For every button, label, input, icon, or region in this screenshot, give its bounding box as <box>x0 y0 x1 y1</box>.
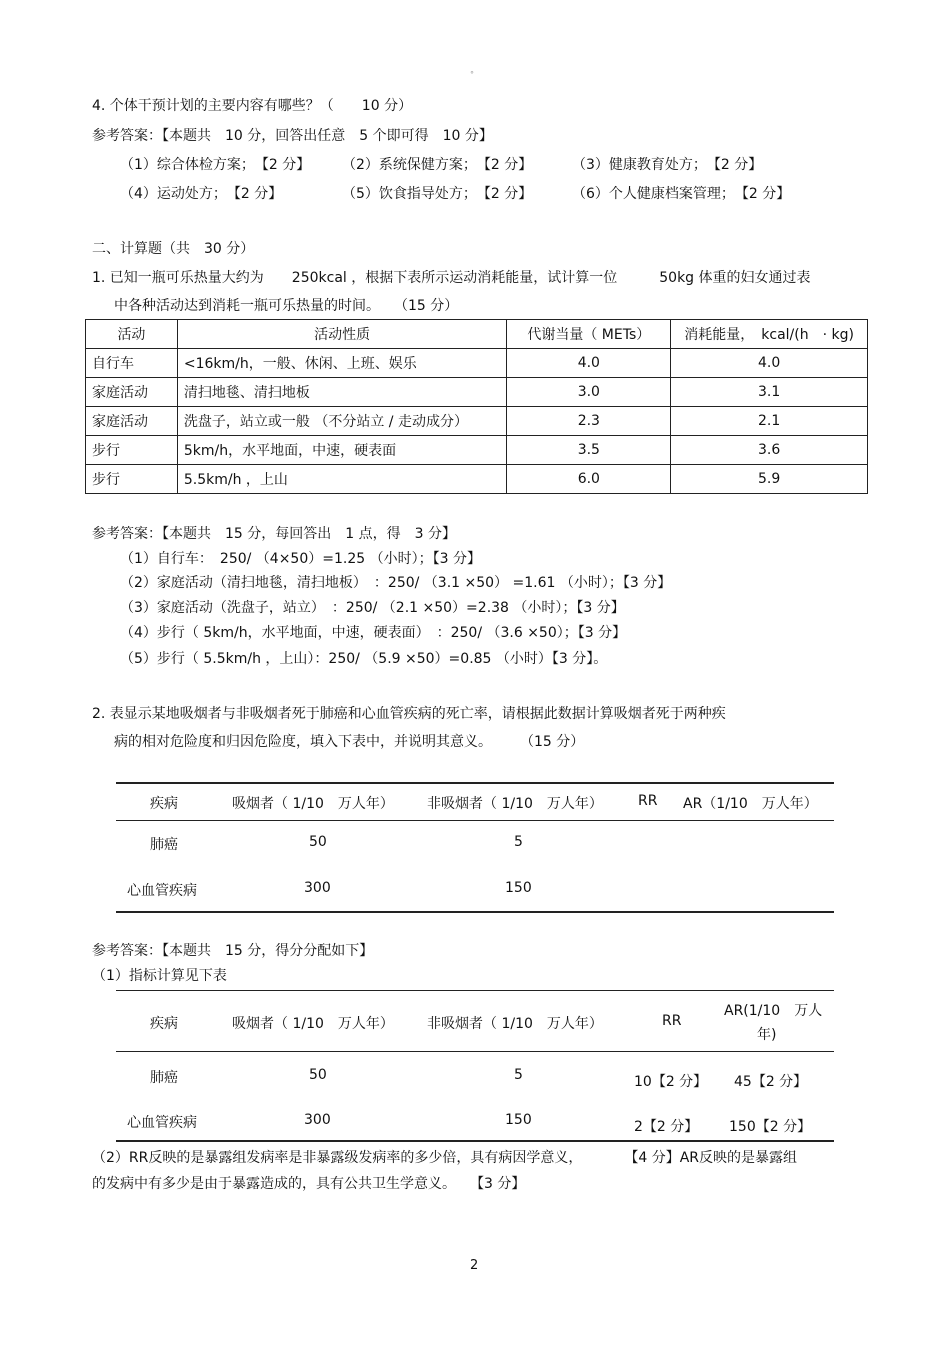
table-row <box>86 378 868 407</box>
c1-answer-item: （5）步行（ 5.5km/h ，上山）：250/ （5.9 ×50）=0.85 （小时）【3 分】。 <box>120 651 608 667</box>
c2-question-line2: 病的相对危险度和归因危险度，填入下表中，并说明其意义。 （15 分） <box>114 734 585 750</box>
c2-sub2-line1: （2）RR反映的是暴露组发病率是非暴露级发病率的多少倍，具有病因学意义， 【4 分】AR反映的是暴露组 <box>92 1150 798 1166</box>
table-header: 疾病 <box>150 1016 178 1032</box>
table-header: 非吸烟者（ 1/10 万人年） <box>427 796 603 812</box>
q4-title: 4. 个体干预计划的主要内容有哪些？（ 10 分） <box>92 98 413 114</box>
c1-answer-item: （1）自行车： 250/ （4×50）=1.25 （小时）；【3 分】 <box>120 551 481 567</box>
c2-sub1: （1）指标计算见下表 <box>92 968 227 984</box>
table-cell: <16km/h，一般、休闲、上班、娱乐 <box>177 349 507 378</box>
q4-item: （1）综合体检方案； 【2 分】 <box>120 157 311 173</box>
table-rule-top <box>116 782 834 784</box>
table-cell: 3.5 <box>507 436 671 465</box>
table-cell: 2.3 <box>507 407 671 436</box>
table-cell: 5 <box>514 834 523 850</box>
q4-item: （3）健康教育处方； 【2 分】 <box>572 157 763 173</box>
table-row <box>86 436 868 465</box>
table-cell: 5km/h，水平地面，中速，硬表面 <box>177 436 507 465</box>
table-cell: 300 <box>304 880 331 896</box>
c1-answer-item: （4）步行（ 5km/h，水平地面，中速，硬表面） ：250/ （3.6 ×50）；【3 分】 <box>120 625 627 641</box>
table-cell: 10【2 分】 <box>634 1074 708 1090</box>
table-cell: 自行车 <box>86 349 178 378</box>
table-cell: 4.0 <box>671 349 868 378</box>
table-cell: 心血管疾病 <box>127 883 197 899</box>
table-cell: 50 <box>309 834 327 850</box>
c1-answer-head: 参考答案：【本题共 15 分，每回答出 1 点，得 3 分】 <box>92 526 456 542</box>
table-cell: 步行 <box>86 436 178 465</box>
table-cell: 步行 <box>86 465 178 494</box>
c1-answer-item: （2）家庭活动（清扫地毯，清扫地板） ：250/ （3.1 ×50） =1.61 （小时）；【3 分】 <box>120 575 672 591</box>
table-cell: 5.5km/h ，上山 <box>177 465 507 494</box>
q4-item: （2）系统保健方案； 【2 分】 <box>342 157 533 173</box>
table-rule-top <box>116 990 834 991</box>
table-cell: 洗盘子，站立或一般 （不分站立 / 走动成分） <box>177 407 507 436</box>
table-rule-bottom <box>116 1140 834 1142</box>
table-header: RR <box>662 1013 682 1029</box>
table-header: 活动 <box>86 320 178 349</box>
table-cell: 家庭活动 <box>86 407 178 436</box>
table-header: AR(1/10 万人 <box>724 1003 823 1019</box>
table-row <box>86 465 868 494</box>
table-cell: 3.1 <box>671 378 868 407</box>
q4-item: （6）个人健康档案管理； 【2 分】 <box>572 186 791 202</box>
page-number: 2 <box>470 1258 479 1273</box>
table-cell: 6.0 <box>507 465 671 494</box>
page-dot: ° <box>470 70 474 79</box>
table-header: 吸烟者（ 1/10 万人年） <box>232 1016 394 1032</box>
table-header: RR <box>638 793 658 809</box>
table-header: 非吸烟者（ 1/10 万人年） <box>427 1016 603 1032</box>
table-cell: 50 <box>309 1067 327 1083</box>
c1-question-line2: 中各种活动达到消耗一瓶可乐热量的时间。 （15 分） <box>114 298 459 314</box>
c2-question-line1: 2. 表显示某地吸烟者与非吸烟者死于肺癌和心血管疾病的死亡率，请根据此数据计算吸烟者死于两种疾 <box>92 706 726 722</box>
table-header-row <box>86 320 868 349</box>
q4-item: （4）运动处方； 【2 分】 <box>120 186 283 202</box>
table-cell: 肺癌 <box>150 837 178 853</box>
table-cell: 150 <box>505 1112 532 1128</box>
table-cell: 心血管疾病 <box>127 1115 197 1131</box>
table-cell: 清扫地毯、清扫地板 <box>177 378 507 407</box>
table-cell: 5.9 <box>671 465 868 494</box>
table-rule-mid <box>116 820 834 821</box>
c2-answer-head: 参考答案：【本题共 15 分，得分分配如下】 <box>92 943 374 959</box>
table-cell: 300 <box>304 1112 331 1128</box>
section-heading: 二、计算题（共 30 分） <box>92 241 255 257</box>
table-cell: 肺癌 <box>150 1070 178 1086</box>
table-header: 吸烟者（ 1/10 万人年） <box>232 796 394 812</box>
table-header: 活动性质 <box>177 320 507 349</box>
table-cell: 2【2 分】 <box>634 1119 699 1135</box>
table-cell: 家庭活动 <box>86 378 178 407</box>
table-cell: 3.6 <box>671 436 868 465</box>
c1-answer-item: （3）家庭活动（洗盘子，站立） ：250/ （2.1 ×50）=2.38 （小时）；【3 分】 <box>120 600 625 616</box>
q4-answer-head: 参考答案：【本题共 10 分，回答出任意 5 个即可得 10 分】 <box>92 128 493 144</box>
table-row <box>86 407 868 436</box>
c1-question-line1: 1. 已知一瓶可乐热量大约为 250kcal ，根据下表所示运动消耗能量，试计算一位 50kg 体重的妇女通过表 <box>92 270 811 286</box>
table-cell: 150 <box>505 880 532 896</box>
table-header: AR（1/10 万人年） <box>683 796 818 812</box>
table-header: 消耗能量， kcal/(h · kg) <box>671 320 868 349</box>
table-cell: 45【2 分】 <box>734 1074 808 1090</box>
table-header: 年) <box>757 1027 777 1043</box>
table-rule-mid <box>116 1051 834 1052</box>
table-cell: 2.1 <box>671 407 868 436</box>
table-cell: 4.0 <box>507 349 671 378</box>
q4-item: （5）饮食指导处方； 【2 分】 <box>342 186 533 202</box>
met-table <box>85 319 868 494</box>
table-cell: 150【2 分】 <box>729 1119 812 1135</box>
table-rule-bottom <box>116 911 834 913</box>
table-header: 代谢当量（ METs） <box>507 320 671 349</box>
table-row <box>86 349 868 378</box>
table-cell: 5 <box>514 1067 523 1083</box>
table-header: 疾病 <box>150 796 178 812</box>
c2-sub2-line2: 的发病中有多少是由于暴露造成的，具有公共卫生学意义。 【3 分】 <box>92 1176 526 1192</box>
table-cell: 3.0 <box>507 378 671 407</box>
